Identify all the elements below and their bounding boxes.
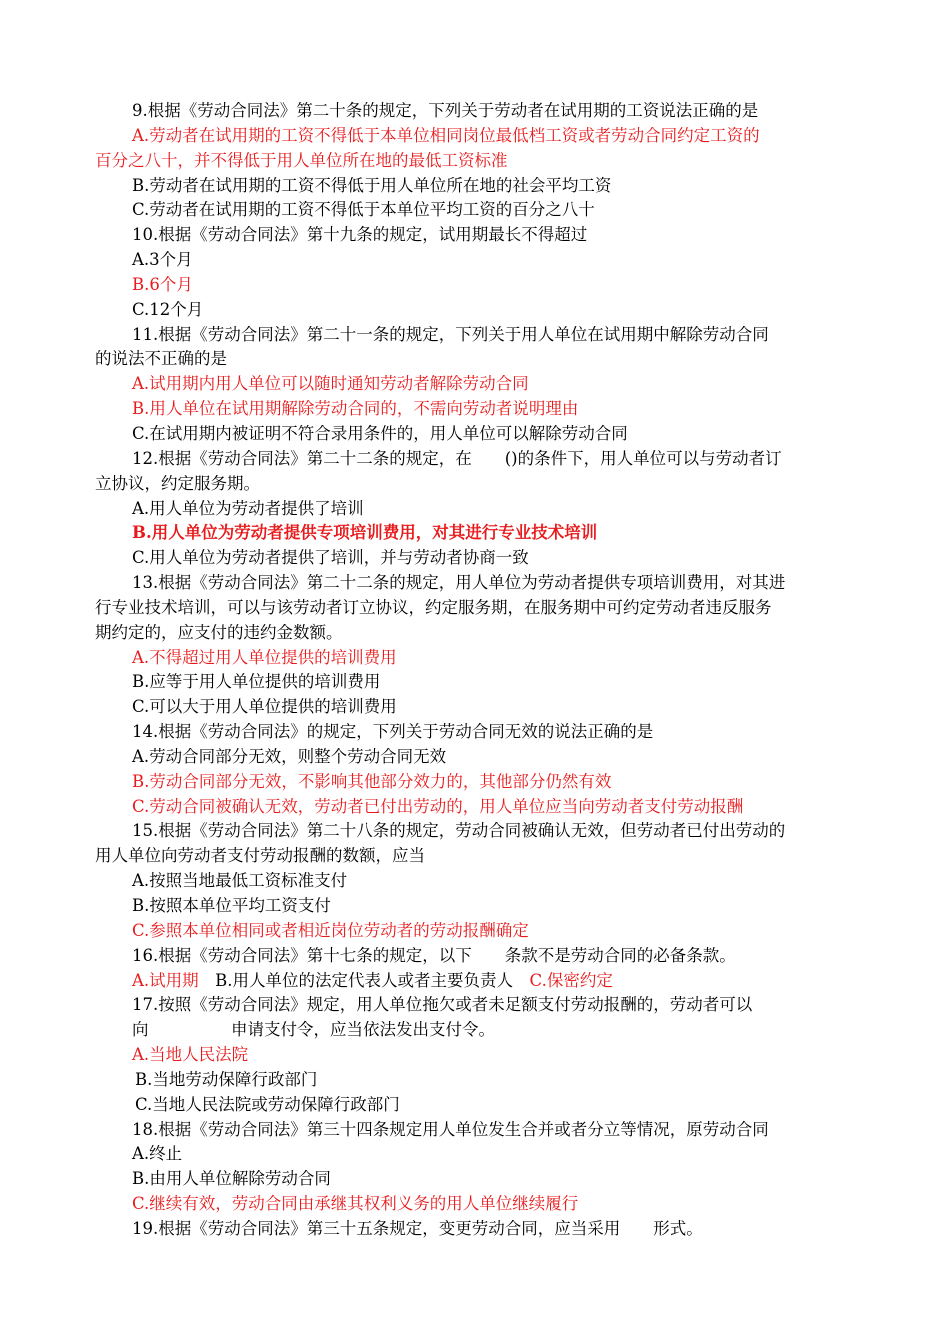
text-line: 17.按照《劳动合同法》规定，用人单位拖欠或者未足额支付劳动报酬的，劳动者可以 xyxy=(132,995,753,1015)
text-line: 18.根据《劳动合同法》第三十四条规定用人单位发生合并或者分立等情况，原劳动合同 xyxy=(132,1119,769,1139)
text-line: 15.根据《劳动合同法》第二十八条的规定，劳动合同被确认无效，但劳动者已付出劳动的 xyxy=(132,821,786,841)
option: B.用人单位的法定代表人或者主要负责人 xyxy=(198,970,514,990)
answer-line: A.试用期内用人单位可以随时通知劳动者解除劳动合同 xyxy=(132,374,529,394)
text-line: C.劳动者在试用期的工资不得低于本单位平均工资的百分之八十 xyxy=(132,200,595,220)
text-line: 14.根据《劳动合同法》的规定，下列关于劳动合同无效的说法正确的是 xyxy=(132,722,654,742)
answer-line: C.继续有效，劳动合同由承继其权利义务的用人单位继续履行 xyxy=(132,1194,579,1214)
text-line: 12.根据《劳动合同法》第二十二条的规定，在 ()的条件下，用人单位可以与劳动者订 xyxy=(132,448,782,468)
text-line: A.按照当地最低工资标准支付 xyxy=(132,871,348,891)
text-line: 行专业技术培训，可以与该劳动者订立协议，约定服务期，在服务期中可约定劳动者违反服务 xyxy=(95,597,772,617)
text-line: 9.根据《劳动合同法》第二十条的规定，下列关于劳动者在试用期的工资说法正确的是 xyxy=(132,101,759,120)
text-line: 19.根据《劳动合同法》第三十五条规定，变更劳动合同，应当采用 形式。 xyxy=(132,1218,703,1238)
text-line: B.当地劳动保障行政部门 xyxy=(135,1069,318,1089)
text-line: 向 申请支付令，应当依法发出支付令。 xyxy=(132,1020,495,1040)
text-line: B.按照本单位平均工资支付 xyxy=(132,896,331,915)
answer-line: A.不得超过用人单位提供的培训费用 xyxy=(132,647,397,667)
answer-option: A.试用期 xyxy=(132,970,199,990)
text-line: C.当地人民法院或劳动保障行政部门 xyxy=(135,1094,400,1114)
answer-line: A.劳动者在试用期的工资不得低于本单位相同岗位最低档工资或者劳动合同约定工资的 xyxy=(132,125,760,145)
text-line: 10.根据《劳动合同法》第十九条的规定，试用期最长不得超过 xyxy=(132,225,588,245)
answer-line: A.当地人民法院 xyxy=(132,1045,249,1065)
document-body xyxy=(95,99,865,1242)
text-line: 16.根据《劳动合同法》第十七条的规定，以下 条款不是劳动合同的必备条款。 xyxy=(132,945,736,965)
text-line: B.劳动者在试用期的工资不得低于用人单位所在地的社会平均工资 xyxy=(132,175,612,195)
text-line: C.在试用期内被证明不符合录用条件的，用人单位可以解除劳动合同 xyxy=(132,423,628,443)
text-line: A.用人单位为劳动者提供了培训 xyxy=(132,498,364,518)
text-line: A.劳动合同部分无效，则整个劳动合同无效 xyxy=(132,746,447,766)
answer-line: B.6个月 xyxy=(132,274,193,294)
text-line: 的说法不正确的是 xyxy=(95,349,227,369)
answer-line: C.劳动合同被确认无效，劳动者已付出劳动的，用人单位应当向劳动者支付劳动报酬 xyxy=(132,796,744,816)
text-line: C.可以大于用人单位提供的培训费用 xyxy=(132,697,397,717)
text-line: A.3个月 xyxy=(132,250,193,270)
answer-line: 百分之八十，并不得低于用人单位所在地的最低工资标准 xyxy=(95,150,508,170)
text-line xyxy=(95,969,865,994)
text-line: 用人单位向劳动者支付劳动报酬的数额，应当 xyxy=(95,846,425,866)
text-line: B.由用人单位解除劳动合同 xyxy=(132,1169,331,1189)
answer-line: C.参照本单位相同或者相近岗位劳动者的劳动报酬确定 xyxy=(132,920,529,940)
text-line: B.应等于用人单位提供的培训费用 xyxy=(132,672,381,692)
answer-option: C.保密约定 xyxy=(513,970,613,990)
text-line: 立协议，约定服务期。 xyxy=(95,473,260,493)
answer-line: B.用人单位为劳动者提供专项培训费用，对其进行专业技术培训 xyxy=(132,523,598,543)
text-line: C.12个月 xyxy=(132,299,204,319)
text-line: 期约定的，应支付的违约金数额。 xyxy=(95,622,343,642)
answer-line: B.用人单位在试用期解除劳动合同的，不需向劳动者说明理由 xyxy=(132,399,579,419)
text-line: 11.根据《劳动合同法》第二十一条的规定，下列关于用人单位在试用期中解除劳动合同 xyxy=(132,324,769,344)
text-line: C.用人单位为劳动者提供了培训，并与劳动者协商一致 xyxy=(132,548,529,568)
text-line: 13.根据《劳动合同法》第二十二条的规定，用人单位为劳动者提供专项培训费用，对其进 xyxy=(132,573,786,593)
text-line: A.终止 xyxy=(132,1144,183,1164)
answer-line: B.劳动合同部分无效，不影响其他部分效力的，其他部分仍然有效 xyxy=(132,771,612,791)
